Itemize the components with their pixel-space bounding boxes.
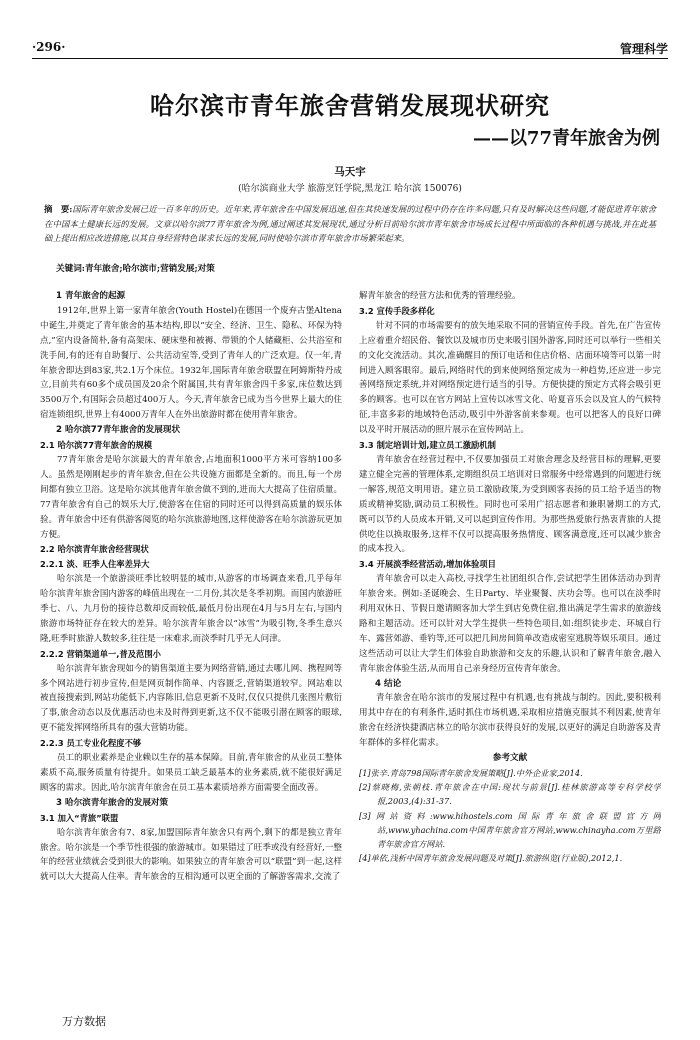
reference-item: [2]蔡晓梅,张朝枝.青年旅舍在中国:现状与前景[J].桂林旅游高等专科学校学报,2003,(4):31-37. bbox=[359, 782, 661, 807]
paragraph: 青年旅舍可以走入高校,寻找学生社团组织合作,尝试把学生团体活动办到青年旅舍来。例如:圣诞晚会、生日Party、毕业聚餐、庆功会等。也可以在淡季时利用双休日、节假日邀请顾客加大学生到店免费住宿,推出满足学生需求的旅游线路和主题活动。还可以针对大学生提供一些特色项目,如:组织徒步走、环城自行车、露营郊游、垂钓等,还可以把几间房间简单改造成密室逃脱等娱乐项目。通过这些活动可以让大学生们体验自助旅游和交友的乐趣,认识和了解青年旅舍,融入青年旅舍体验生活,从而用自己亲身经历宣传青年旅舍。 bbox=[359, 574, 661, 674]
section-heading: 2.2.2 营销渠道单一,普及范围小 bbox=[40, 648, 161, 659]
reference-item: [4]单依,浅析中国青年旅舍发展问题及对策[J].旅游纵览(行业版),2012,1. bbox=[359, 853, 623, 864]
section-heading: 2.2 哈尔滨青年旅舍经营现状 bbox=[40, 544, 149, 555]
paragraph: 哈尔滨青年旅舍现如今的销售渠道主要为网络营销,通过去哪儿网、携程网等多个网站进行初步宣传,但是网页制作简单、内容匮乏,营销渠道较窄。网站难以被直接搜索到,网站功能低下,内容陈旧,信息更新不及时,仅仅只提供几张图片敷衍了事,旅舍动态以及优惠活动也未及时得到更新,这不仅不能吸引潜在顾客的眼球,更不能发挥网络所具有的强大营销功能。 bbox=[40, 663, 342, 734]
paragraph: 77青年旅舍是哈尔滨最大的青年旅舍,占地面积1000平方米可容纳100多人。虽然是刚刚起步的青年旅舍,但在公共设施方面都是全新的。而且,每一个房间都有独立卫浴。这是哈尔滨其他青年旅舍做不到的,进而大大提高了住宿质量。77青年旅舍有自己的娱乐大厅,使游客在住宿的同时还可以得到高质量的娱乐体验。青年旅舍中还有供游客阅览的哈尔滨旅游地图,这样使游客在哈尔滨游玩更加方便。 bbox=[40, 454, 342, 540]
author: 马天宇 bbox=[334, 166, 366, 178]
affiliation: (哈尔滨商业大学 旅游烹饪学院,黑龙江 哈尔滨 150076) bbox=[238, 184, 462, 194]
section-heading: 2.1 哈尔滨77青年旅舍的规模 bbox=[40, 440, 153, 451]
keywords-text: 青年旅舍;哈尔滨市;营销发展;对策 bbox=[84, 264, 215, 274]
journal-section: 管理科学 bbox=[619, 42, 668, 56]
paragraph: 员工的职业素养是企业赖以生存的基本保障。目前,青年旅舍的从业员工整体素质不高,服务质量有待提升。如果员工缺乏最基本的业务素质,就不能很好满足顾客的需求。因此,哈尔滨青年旅舍在员工基本素质培养方面需要全面改善。 bbox=[40, 753, 342, 793]
paragraph: 1912年,世界上第一家青年旅舍(Youth Hostel)在德国一个废弃古堡Altena中诞生,并奠定了青年旅舍的基本结构,即以“安全、经济、卫生、隐私、环保为特点,”室内设备简朴,备有高架床、硬床垫和被褥、带锁的个人储藏柜、公共浴室和洗手间,有的还有自助餐厅、公共活动室等,受到了青年人的广泛欢迎。仅一年,青年旅舍即达到83家,共2.1万个床位。1932年,国际青年旅舍联盟在阿姆斯特丹成立,目前共有60多个成员国及20余个附属国,共有青年旅舍四千多家,床位数达到3500万个,有国际会员超过400万人。今天,青年旅舍已成为当今世界上最大的住宿连锁组织,世界上有4000万青年人在外出旅游时都在使用青年旅舍。 bbox=[40, 305, 342, 421]
right-column bbox=[359, 289, 661, 1009]
section-heading: 2 哈尔滨77青年旅舍的发展现状 bbox=[56, 425, 181, 436]
section-heading: 3.4 开展淡季经营活动,增加体验项目 bbox=[359, 559, 496, 570]
paragraph: 青年旅舍在哈尔滨市的发展过程中有机遇,也有挑战与制约。因此,要积极利用其中存在的有利条件,适时抓住市场机遇,采取相应措施克服其不利因素,使青年旅舍在经济快捷酒店林立的哈尔滨市获得良好的发展,以更好的满足自助游客及青年群体的多样化需求。 bbox=[359, 693, 661, 749]
reference-item: [3]网站资料:www.hihostels.com国际青年旅舍联盟官方网站,www.yhachina.com中国青年旅舍官方网站,www.chinayha.com万里路青年旅舍官方网站. bbox=[359, 810, 661, 850]
section-heading: 3 哈尔滨青年旅舍的发展对策 bbox=[56, 797, 169, 808]
abstract-text: 国际青年旅舍发展已近一百多年的历史。近年来,青年旅舍在中国发展迅速,但在其快速发展的过程中仍存在许多问题,只有及时解决这些问题,才能促进青年旅舍在中国本土健康长远的发展。文章以哈尔滨77青年旅舍为例,通过阐述其发展现状,通过分析目前哈尔滨市青年旅舍市场成长过程中所面临的各种机遇与挑战,并在此基础上提出相应改进措施,以其自身经营特色谋求长远的发展,同时使哈尔滨市青年旅舍市场繁荣起来。 bbox=[44, 204, 656, 243]
page-number: ·296· bbox=[32, 40, 66, 54]
abstract bbox=[44, 202, 656, 246]
paragraph: 解青年旅舍的经营方法和优秀的管理经验。 bbox=[359, 291, 521, 301]
references-heading: 参考文献 bbox=[492, 753, 528, 764]
paragraph: 青年旅舍在经营过程中,不仅要加强员工对旅舍理念及经营目标的理解,更要建立健全完善的管理体系,定期组织员工培训对日常服务中经常遇到的问题进行统一解答,规范文明用语。建立员工激励政策,为受到顾客表扬的员工给予适当的物质或精神奖励,调动员工积极性。同时也可采用广招志愿者和兼职暑期工的方式,既可以节约人员成本开销,又可以起到宣传作用。为那些热爱旅行热衷青旅的人提供吃住以换取服务,这样不仅可以提高服务热情度、顾客满意度,还可以减少旅舍的成本投入。 bbox=[359, 454, 661, 555]
section-heading: 3.1 加入“青旅”联盟 bbox=[40, 812, 119, 823]
paragraph: 针对不同的市场需要有的放矢地采取不同的营销宣传手段。首先,在广告宣传上应着重介绍民俗、餐饮以及城市历史来吸引国外游客,同时还可以举行一些相关的文化交流活动。其次,准确醒目的预订电话和住店价格、店面环境等可以第一时间进入顾客眼帘。最后,网络时代的到来使网络预定成为一种趋势,还应进一步完善网络预定系统,并对网络预定进行适当的引导。方便快捷的预定方式将会吸引更多的顾客。也可以在官方网站上宣传以冰雪文化、哈夏音乐会以及宜人的气候特征,丰富多彩的地域特色活动,吸引中外游客前来参观。也可以把客人的良好口碑以及平时开展活动的照片展示在宣传网站上。 bbox=[359, 320, 661, 436]
abstract-label: 摘 要: bbox=[44, 204, 73, 214]
section-heading: 2.2.3 员工专业化程度不够 bbox=[40, 738, 142, 749]
paragraph: 哈尔滨是一个旅游淡旺季比较明显的城市,从游客的市场调查来看,几乎每年哈尔滨青年旅舍国内游客的峰值出现在一二月份,其次是冬季初期。而国内旅游旺季七、八、九月份的接待总数却反而较低,最低月份出现在4月与5月左右,与国内旅游市场特征存在较大的差异。哈尔滨青年旅舍以“冰雪”为吸引物,冬季生意兴隆,旺季时旅游人数较多,往往是一床难求,而淡季时几乎无人问津。 bbox=[40, 574, 342, 644]
running-header bbox=[32, 40, 668, 59]
paragraph: 哈尔滨青年旅舍有7、8家,加盟国际青年旅舍只有两个,剩下的都是独立青年旅舍。哈尔滨是一个季节性很强的旅游城市。如果错过了旺季或没有经营好,一整年的经营业绩就会受到很大的影响。如果独立的青年旅舍可以“联盟”到一起,这样就可以大大提高人住率。青年旅舍的互相沟通可以更全面的了解游客需求,交流了 bbox=[40, 827, 342, 883]
keywords-label: 关键词: bbox=[56, 264, 85, 274]
reference-item: [1]张辛.青岛798国际青年旅舍发展策略[J].中外企业家,2014. bbox=[359, 768, 583, 778]
section-heading: 1 青年旅舍的起源 bbox=[56, 291, 126, 301]
article-title: 哈尔滨市青年旅舍营销发展现状研究 bbox=[150, 92, 550, 120]
keywords bbox=[56, 262, 215, 274]
section-heading: 3.3 制定培训计划,建立员工激励机制 bbox=[359, 440, 496, 451]
section-heading: 2.2.1 淡、旺季人住率差异大 bbox=[40, 559, 150, 570]
footer-watermark: 万方数据 bbox=[62, 1015, 106, 1028]
article-subtitle: ——以77青年旅舍为例 bbox=[472, 128, 660, 149]
section-heading: 4 结论 bbox=[375, 678, 402, 689]
section-heading: 3.2 宣传手段多样化 bbox=[359, 305, 435, 316]
left-column bbox=[40, 289, 342, 1009]
